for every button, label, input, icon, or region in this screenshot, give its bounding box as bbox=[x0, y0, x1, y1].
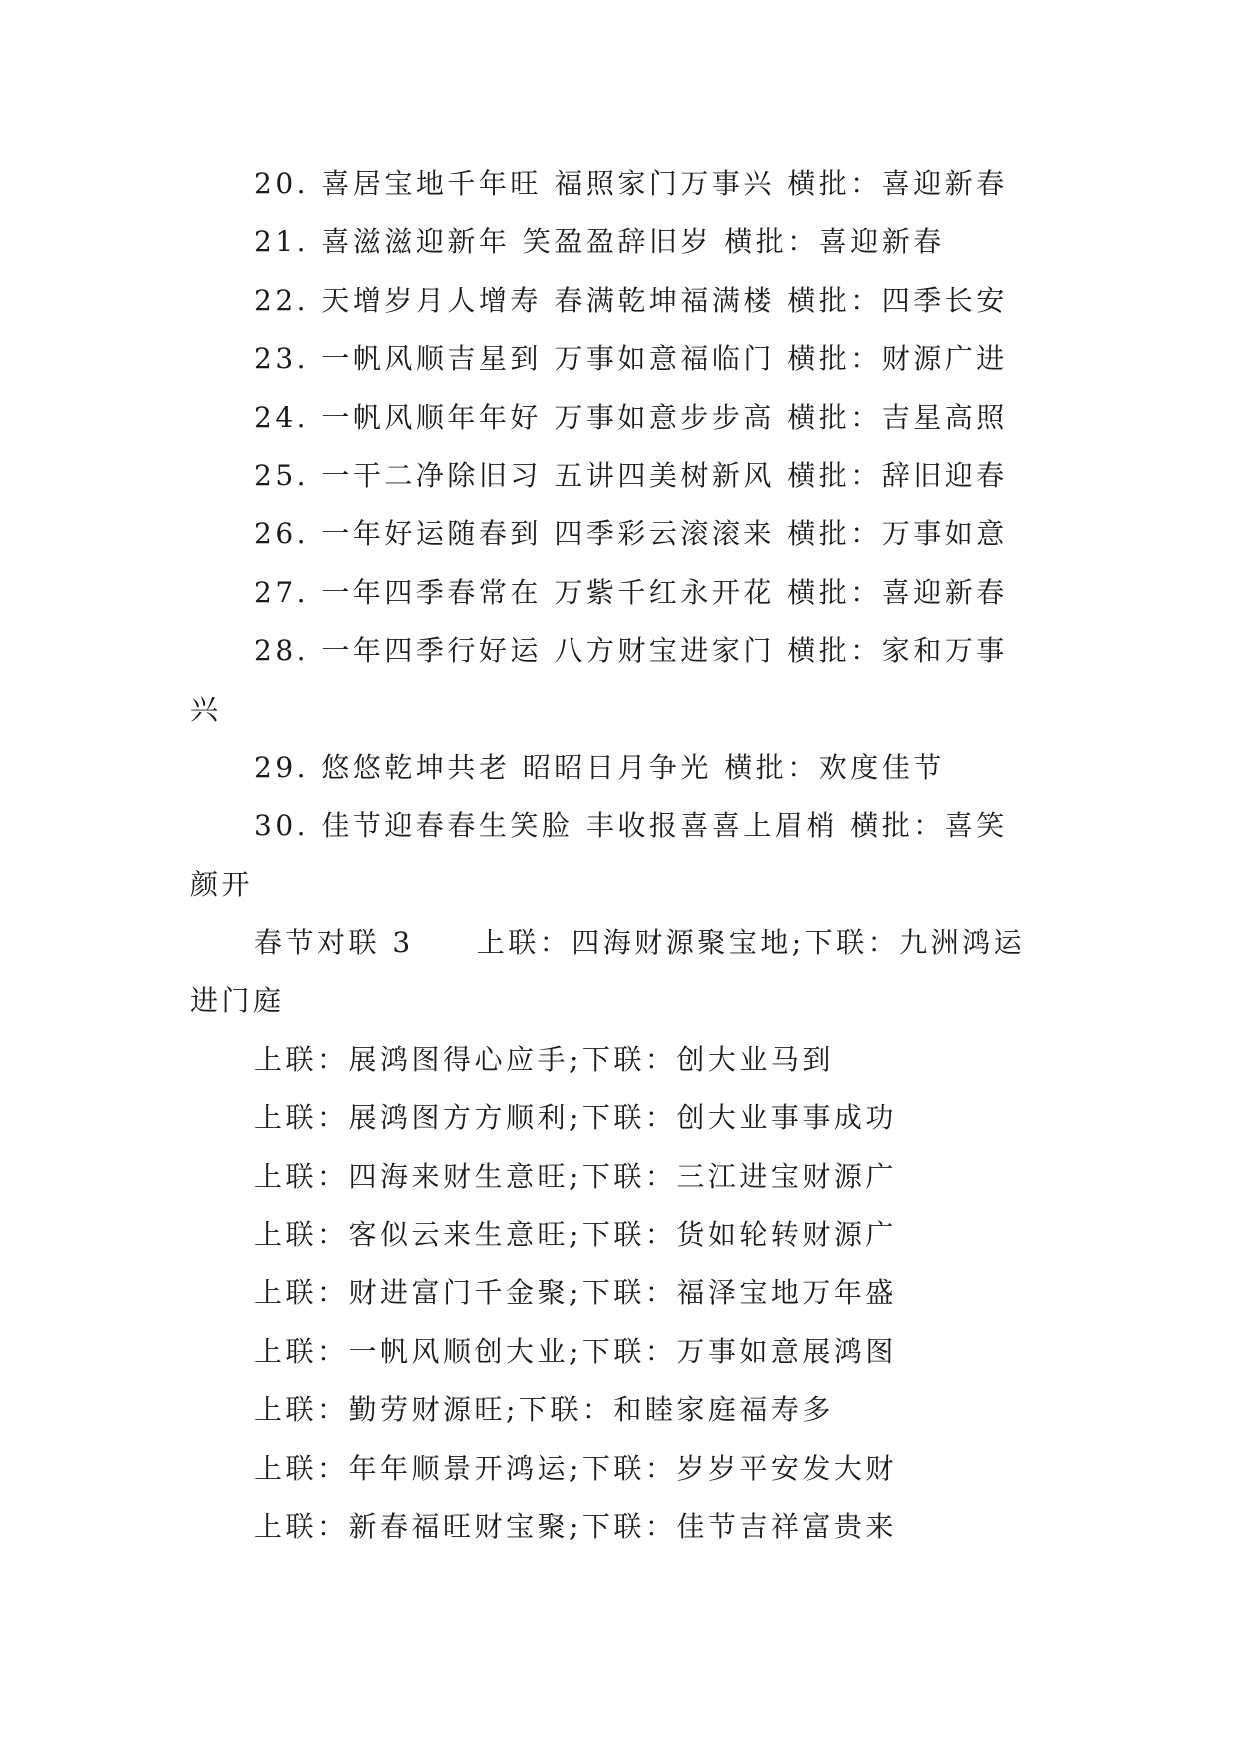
couplet-line-20: 20. 喜居宝地千年旺 福照家门万事兴 横批：喜迎新春 bbox=[254, 167, 1008, 200]
section-heading-continued: 进门庭 bbox=[190, 984, 285, 1018]
couplet-pair: 上联：展鸿图方方顺利;下联：创大业事事成功 bbox=[254, 1101, 897, 1135]
couplet-pair: 上联：勤劳财源旺;下联：和睦家庭福寿多 bbox=[254, 1393, 834, 1427]
couplet-pair: 上联：四海来财生意旺;下联：三江进宝财源广 bbox=[254, 1159, 897, 1193]
couplet-line-30: 30. 佳节迎春春生笑脸 丰收报喜喜上眉梢 横批：喜笑 bbox=[254, 809, 1008, 843]
couplet-line-28: 28. 一年四季行好运 八方财宝进家门 横批：家和万事 bbox=[254, 634, 1008, 668]
couplet-line-22: 22. 天增岁月人增寿 春满乾坤福满楼 横批：四季长安 bbox=[254, 283, 1008, 317]
couplet-line-25: 25. 一干二净除旧习 五讲四美树新风 横批：辞旧迎春 bbox=[254, 458, 1008, 492]
section-heading-couplets-3: 春节对联 3 上联：四海财源聚宝地;下联：九洲鸿运 bbox=[254, 926, 1026, 960]
couplet-pair: 上联：一帆风顺创大业;下联：万事如意展鸿图 bbox=[254, 1334, 897, 1368]
couplet-line-21: 21. 喜滋滋迎新年 笑盈盈辞旧岁 横批：喜迎新春 bbox=[254, 225, 945, 259]
couplet-pair: 上联：年年顺景开鸿运;下联：岁岁平安发大财 bbox=[254, 1451, 897, 1485]
couplet-line-27: 27. 一年四季春常在 万紫千红永开花 横批：喜迎新春 bbox=[254, 575, 1008, 609]
couplet-line-28-continued: 兴 bbox=[190, 692, 222, 726]
couplet-pair: 上联：展鸿图得心应手;下联：创大业马到 bbox=[254, 1042, 834, 1076]
couplet-line-24: 24. 一帆风顺年年好 万事如意步步高 横批：吉星高照 bbox=[254, 400, 1008, 434]
couplet-line-23: 23. 一帆风顺吉星到 万事如意福临门 横批：财源广进 bbox=[254, 342, 1008, 376]
couplet-pair: 上联：新春福旺财宝聚;下联：佳节吉祥富贵来 bbox=[254, 1509, 897, 1543]
couplet-line-26: 26. 一年好运随春到 四季彩云滚滚来 横批：万事如意 bbox=[254, 517, 1008, 551]
document-body bbox=[190, 155, 1045, 1556]
couplet-line-30-continued: 颜开 bbox=[190, 867, 254, 901]
couplet-pair: 上联：客似云来生意旺;下联：货如轮转财源广 bbox=[254, 1218, 897, 1252]
couplet-line-29: 29. 悠悠乾坤共老 昭昭日月争光 横批：欢度佳节 bbox=[254, 750, 945, 784]
couplet-pair: 上联：财进富门千金聚;下联：福泽宝地万年盛 bbox=[254, 1276, 897, 1310]
